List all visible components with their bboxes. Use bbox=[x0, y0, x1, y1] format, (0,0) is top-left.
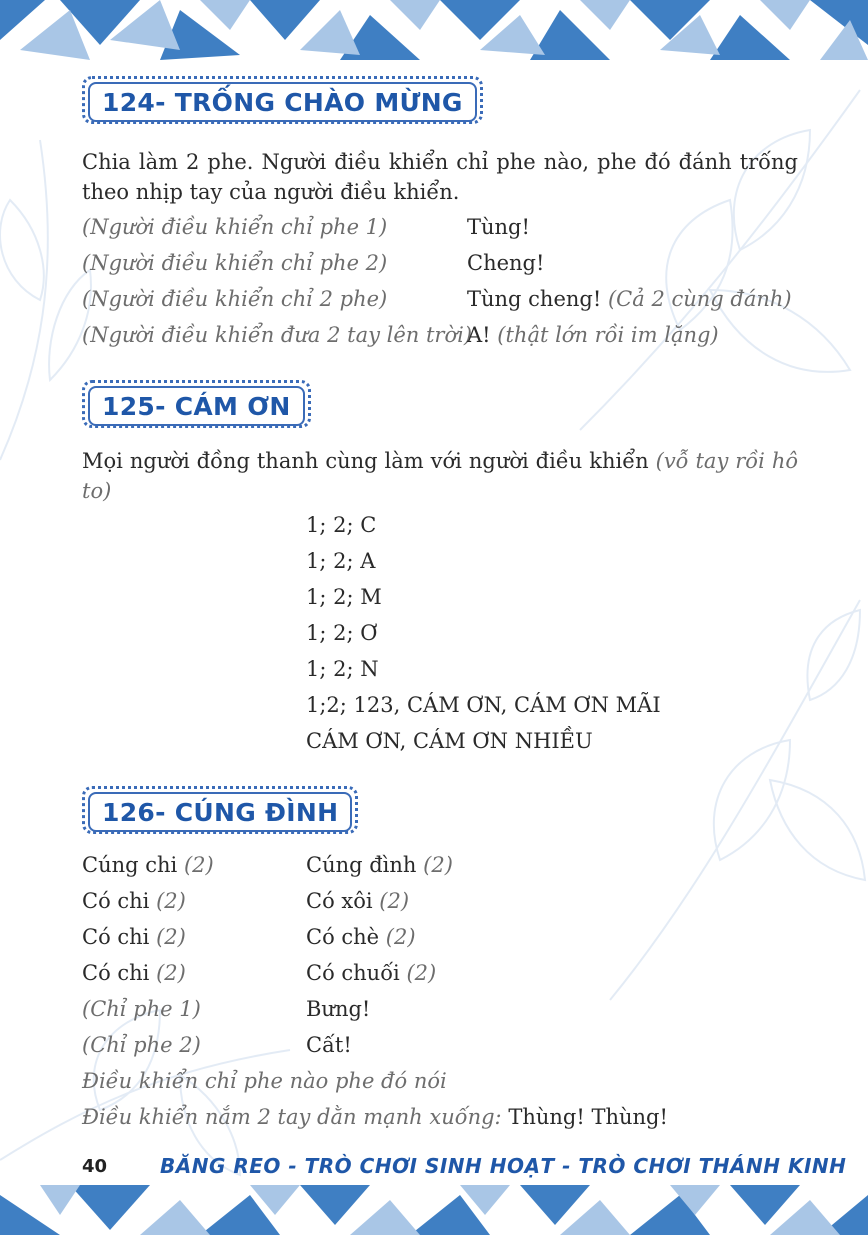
section-124-cue-4: (Người điều khiển đưa 2 tay lên trời) bbox=[82, 323, 473, 347]
response-text: Cheng! bbox=[467, 251, 545, 275]
left-note: (2) bbox=[183, 853, 214, 877]
page-number: 40 bbox=[82, 1156, 108, 1177]
right-text: Có chè bbox=[306, 925, 380, 949]
section-126-left-6: (Chỉ phe 2) bbox=[82, 1033, 201, 1057]
section-125-line-1: 1; 2; C bbox=[306, 513, 377, 537]
leaf-decoration-right-top bbox=[560, 70, 868, 450]
response-text: Tùng cheng! bbox=[467, 287, 602, 311]
left-note: (2) bbox=[156, 961, 186, 985]
section-125-line-2: 1; 2; A bbox=[306, 549, 376, 573]
section-125-heading bbox=[82, 380, 311, 428]
section-124-response-2 bbox=[467, 248, 544, 278]
section-125-line-4: 1; 2; Ơ bbox=[306, 621, 378, 645]
section-126-right-2 bbox=[306, 886, 409, 916]
section-126-line-1: Điều khiển chỉ phe nào phe đó nói bbox=[82, 1069, 447, 1093]
book-title: BĂNG REO - TRÒ CHƠI SINH HOẠT - TRÒ CHƠI THÁNH KINH bbox=[160, 1154, 847, 1178]
response-text: Tùng! bbox=[467, 215, 530, 239]
section-126-line-2 bbox=[82, 1102, 668, 1132]
section-126-heading bbox=[82, 786, 358, 834]
section-125-line-5: 1; 2; N bbox=[306, 657, 379, 681]
right-note: (2) bbox=[385, 925, 416, 949]
intro-text: Mọi người đồng thanh cùng làm với người điều khiển bbox=[82, 449, 649, 473]
section-124-cue-1: (Người điều khiển chỉ phe 1) bbox=[82, 215, 388, 239]
right-note: (2) bbox=[379, 889, 410, 913]
section-126-left-3 bbox=[82, 922, 186, 952]
section-124-intro: Chia làm 2 phe. Người điều khiển chỉ phe nào, phe đó đánh trống theo nhịp tay của người điều khiển. bbox=[82, 150, 798, 204]
section-124-cue-3: (Người điều khiển chỉ 2 phe) bbox=[82, 287, 388, 311]
section-126-left-4 bbox=[82, 958, 186, 988]
section-125-line-7: CÁM ƠN, CÁM ƠN NHIỀU bbox=[306, 729, 593, 753]
right-text: Có xôi bbox=[306, 889, 373, 913]
section-126-left-5: (Chỉ phe 1) bbox=[82, 997, 201, 1021]
right-note: (2) bbox=[406, 961, 437, 985]
section-126-right-1 bbox=[306, 850, 453, 880]
section-126-right-3 bbox=[306, 922, 416, 952]
section-124-title: 124- TRỐNG CHÀO MỪNG bbox=[88, 82, 477, 122]
right-text: Cúng đình bbox=[306, 853, 417, 877]
bottom-triangle-band bbox=[0, 1185, 868, 1235]
triangle-pattern-top bbox=[0, 0, 868, 70]
section-125-title: 125- CÁM ƠN bbox=[88, 386, 305, 426]
top-triangle-band bbox=[0, 0, 868, 70]
left-text: Có chi bbox=[82, 889, 150, 913]
right-note: (2) bbox=[423, 853, 453, 877]
left-text: Có chi bbox=[82, 961, 150, 985]
response-text: A! bbox=[467, 323, 491, 347]
section-124-response-3 bbox=[467, 284, 792, 314]
response-note: (thật lớn rồi im lặng) bbox=[497, 323, 719, 347]
section-126-right-4 bbox=[306, 958, 436, 988]
left-text: Có chi bbox=[82, 925, 150, 949]
right-text: Có chuối bbox=[306, 961, 400, 985]
section-126-left-2 bbox=[82, 886, 186, 916]
section-124-response-4 bbox=[467, 320, 719, 350]
section-124-heading bbox=[82, 76, 483, 124]
line-text: Thùng! Thùng! bbox=[508, 1105, 668, 1129]
left-note: (2) bbox=[156, 925, 186, 949]
section-125-line-6: 1;2; 123, CÁM ƠN, CÁM ƠN MÃI bbox=[306, 693, 661, 717]
left-text: Cúng chi bbox=[82, 853, 178, 877]
section-124-cue-2: (Người điều khiển chỉ phe 2) bbox=[82, 251, 388, 275]
section-126-left-1 bbox=[82, 850, 214, 880]
section-126-title: 126- CÚNG ĐÌNH bbox=[88, 792, 352, 832]
section-124-response-1 bbox=[467, 212, 530, 242]
section-126-right-5: Bưng! bbox=[306, 997, 371, 1021]
section-125-line-3: 1; 2; M bbox=[306, 585, 382, 609]
intro-note: (vỗ tay rồi hô to) bbox=[82, 449, 799, 503]
section-126-right-6: Cất! bbox=[306, 1033, 352, 1057]
line-note: Điều khiển nắm 2 tay dằn mạnh xuống: bbox=[82, 1105, 502, 1129]
triangle-pattern-bottom bbox=[0, 1185, 868, 1235]
section-125-intro bbox=[82, 446, 798, 506]
response-note: (Cả 2 cùng đánh) bbox=[607, 287, 792, 311]
leaf-decoration-right-bottom bbox=[600, 560, 868, 1020]
left-note: (2) bbox=[156, 889, 186, 913]
